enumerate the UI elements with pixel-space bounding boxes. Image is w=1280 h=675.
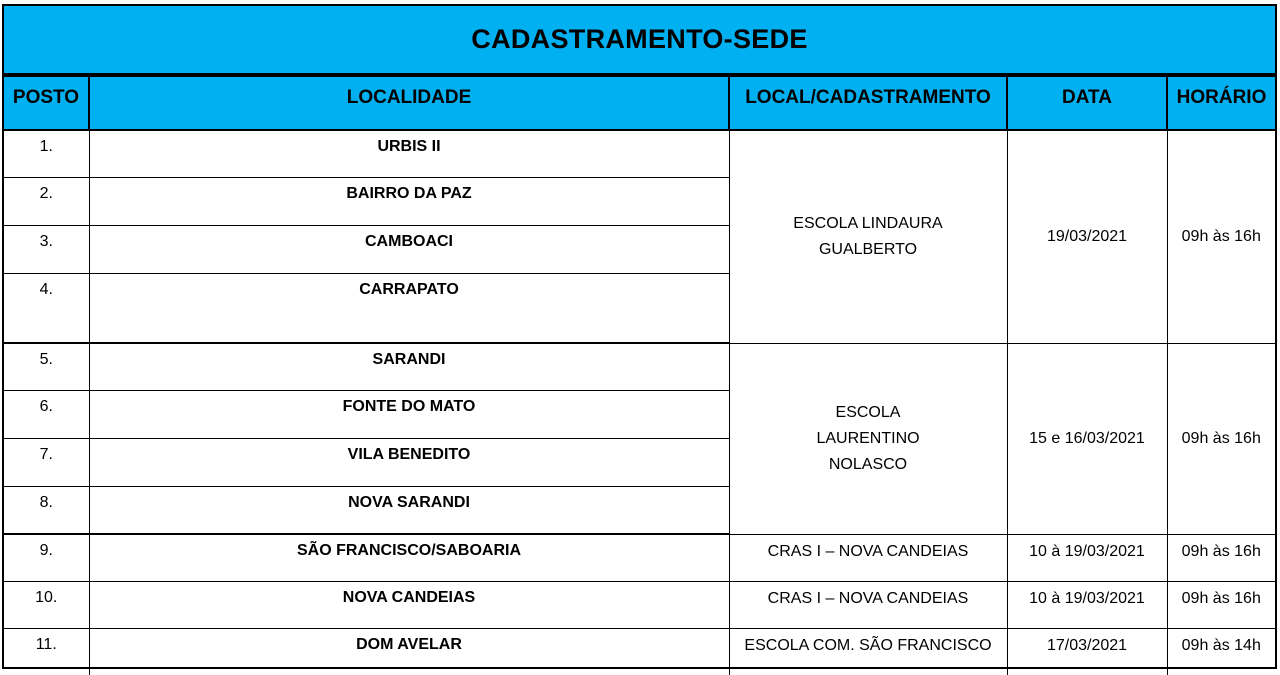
data-cell: 10 à 19/03/2021	[1007, 581, 1167, 628]
posto-cell: 11.	[4, 628, 89, 675]
localidade-cell: SARANDI	[89, 343, 729, 390]
horario-cell: 09h às 16h	[1167, 534, 1275, 581]
header-localidade: LOCALIDADE	[89, 76, 729, 130]
localidade-cell: NOVA CANDEIAS	[89, 581, 729, 628]
data-cell: 17/03/2021	[1007, 628, 1167, 675]
local-cell	[729, 130, 1007, 343]
posto-cell: 4.	[4, 273, 89, 343]
local-text: ESCOLA LINDAURA GUALBERTO	[793, 214, 943, 258]
horario-cell: 09h às 16h	[1167, 343, 1275, 534]
horario-cell: 09h às 14h	[1167, 628, 1275, 675]
data-cell: 19/03/2021	[1007, 130, 1167, 343]
posto-cell: 6.	[4, 390, 89, 438]
data-cell: 10 à 19/03/2021	[1007, 534, 1167, 581]
posto-cell: 8.	[4, 486, 89, 534]
schedule-table	[4, 75, 1275, 675]
header-local: LOCAL/CADASTRAMENTO	[729, 76, 1007, 130]
table-row	[4, 130, 1275, 177]
table-row	[4, 628, 1275, 675]
table-header-row	[4, 76, 1275, 130]
localidade-cell: DOM AVELAR	[89, 628, 729, 675]
localidade-cell: CAMBOACI	[89, 225, 729, 273]
posto-cell: 2.	[4, 177, 89, 225]
posto-cell: 1.	[4, 130, 89, 177]
horario-cell: 09h às 16h	[1167, 130, 1275, 343]
header-data: DATA	[1007, 76, 1167, 130]
posto-cell: 10.	[4, 581, 89, 628]
posto-cell: 7.	[4, 438, 89, 486]
table-row	[4, 534, 1275, 581]
local-cell	[729, 343, 1007, 534]
posto-cell: 5.	[4, 343, 89, 390]
table-row	[4, 581, 1275, 628]
localidade-cell: FONTE DO MATO	[89, 390, 729, 438]
local-cell: CRAS I – NOVA CANDEIAS	[729, 534, 1007, 581]
localidade-cell: CARRAPATO	[89, 273, 729, 343]
localidade-cell: SÃO FRANCISCO/SABOARIA	[89, 534, 729, 581]
horario-cell: 09h às 16h	[1167, 581, 1275, 628]
localidade-cell: NOVA SARANDI	[89, 486, 729, 534]
header-horario: HORÁRIO	[1167, 76, 1275, 130]
posto-cell: 9.	[4, 534, 89, 581]
localidade-cell: URBIS II	[89, 130, 729, 177]
header-posto: POSTO	[4, 76, 89, 130]
localidade-cell: BAIRRO DA PAZ	[89, 177, 729, 225]
local-text: ESCOLA LAURENTINO NOLASCO	[816, 403, 920, 473]
posto-cell: 3.	[4, 225, 89, 273]
data-cell: 15 e 16/03/2021	[1007, 343, 1167, 534]
local-cell: ESCOLA COM. SÃO FRANCISCO	[729, 628, 1007, 675]
local-cell: CRAS I – NOVA CANDEIAS	[729, 581, 1007, 628]
localidade-cell: VILA BENEDITO	[89, 438, 729, 486]
page-title: CADASTRAMENTO-SEDE	[4, 6, 1275, 75]
registration-schedule-sheet	[2, 4, 1277, 669]
table-row	[4, 343, 1275, 390]
